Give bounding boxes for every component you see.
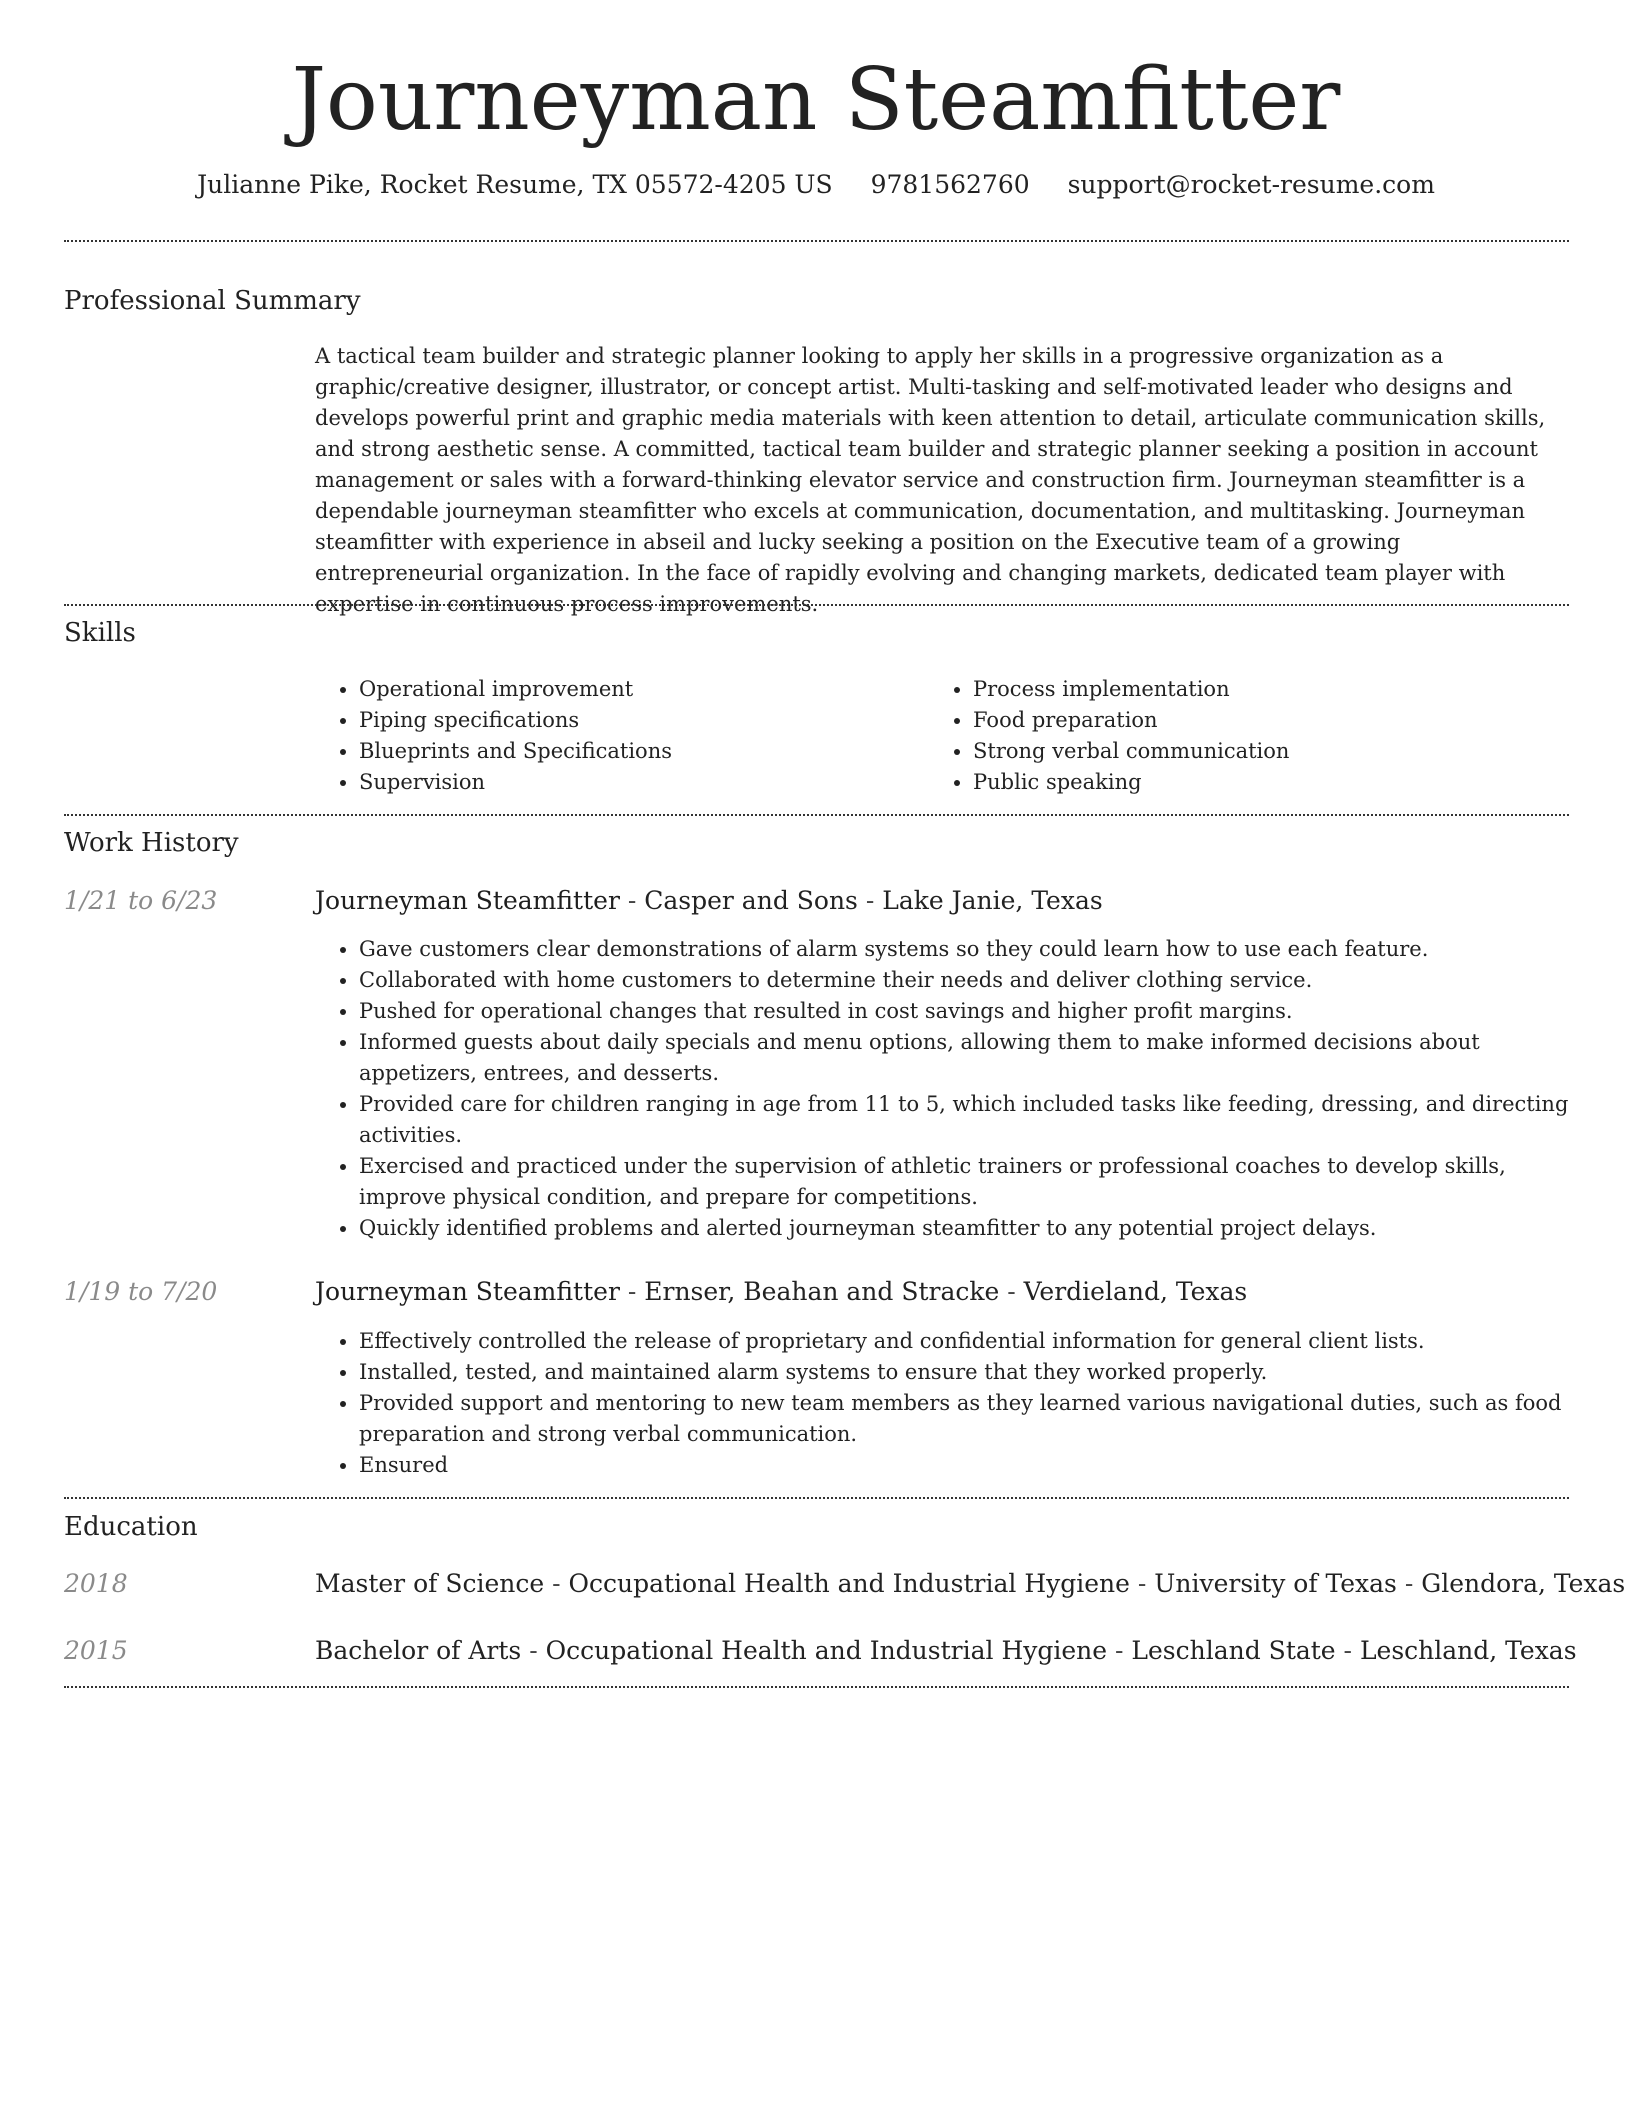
divider bbox=[64, 1686, 1569, 1688]
skill-item: • Food preparation bbox=[973, 705, 1529, 736]
job-header bbox=[315, 884, 1103, 918]
separator: - bbox=[619, 886, 645, 915]
job-dates: 1/19 to 7/20 bbox=[64, 1277, 218, 1306]
skills-column-left bbox=[315, 674, 915, 798]
job-location: Lake Janie, Texas bbox=[882, 886, 1103, 915]
separator: - bbox=[1396, 1569, 1422, 1598]
job-bullet: • Pushed for operational changes that resulted in cost savings and higher profit margins. bbox=[359, 996, 1570, 1027]
job-bullet: • Ensured bbox=[359, 1450, 1570, 1481]
separator: - bbox=[544, 1569, 569, 1598]
job-company: Ernser, Beahan and Stracke bbox=[644, 1277, 1000, 1306]
skill-item: • Supervision bbox=[359, 767, 915, 798]
education-entry bbox=[315, 1634, 1577, 1668]
job-location: Verdieland, Texas bbox=[1023, 1277, 1248, 1306]
separator: - bbox=[619, 1277, 645, 1306]
job-header bbox=[315, 1275, 1247, 1309]
education-location: Glendora, Texas bbox=[1421, 1569, 1626, 1598]
contact-line bbox=[0, 168, 1632, 202]
job-bullet: • Exercised and practiced under the supervision of athletic trainers or professional coaches to develop skills, improve physical condition, and prepare for competitions. bbox=[359, 1151, 1570, 1213]
section-title-work: Work History bbox=[64, 828, 239, 858]
job-bullet: • Informed guests about daily specials and menu options, allowing them to make informed decisions about appetizers, entrees, and desserts. bbox=[359, 1027, 1570, 1089]
skill-item: • Piping specifications bbox=[359, 705, 915, 736]
divider bbox=[64, 604, 1569, 606]
job-bullet: • Provided support and mentoring to new team members as they learned various navigational duties, such as food preparation and strong verbal communication. bbox=[359, 1388, 1570, 1450]
education-school: University of Texas bbox=[1154, 1569, 1397, 1598]
divider bbox=[64, 240, 1569, 242]
job-bullet: • Effectively controlled the release of proprietary and confidential information for general client lists. bbox=[359, 1326, 1570, 1357]
job-bullet: • Provided care for children ranging in age from 11 to 5, which included tasks like feeding, dressing, and directing activities. bbox=[359, 1089, 1570, 1151]
job-role: Journeyman Steamfitter bbox=[315, 1277, 620, 1306]
job-bullet: • Quickly identified problems and alerted journeyman steamfitter to any potential project delays. bbox=[359, 1213, 1570, 1244]
job-bullets bbox=[315, 1326, 1570, 1481]
resume-title: Journeyman Steamfitter bbox=[291, 50, 1341, 150]
job-bullet: • Gave customers clear demonstrations of alarm systems so they could learn how to use each feature. bbox=[359, 934, 1570, 965]
job-role: Journeyman Steamfitter bbox=[315, 886, 620, 915]
separator: - bbox=[1107, 1636, 1132, 1665]
job-bullet: • Installed, tested, and maintained alarm systems to ensure that they worked properly. bbox=[359, 1357, 1570, 1388]
skill-item: • Operational improvement bbox=[359, 674, 915, 705]
divider bbox=[64, 1497, 1569, 1499]
education-location: Leschland, Texas bbox=[1359, 1636, 1577, 1665]
education-field: Occupational Health and Industrial Hygiene bbox=[568, 1569, 1130, 1598]
separator: - bbox=[1335, 1636, 1360, 1665]
section-title-education: Education bbox=[64, 1512, 198, 1542]
separator: - bbox=[1129, 1569, 1155, 1598]
section-title-skills: Skills bbox=[64, 618, 136, 648]
skills-column-right bbox=[929, 674, 1529, 798]
separator: - bbox=[999, 1277, 1024, 1306]
education-degree: Bachelor of Arts bbox=[315, 1636, 522, 1665]
contact-phone: 9781562760 bbox=[870, 170, 1030, 199]
separator: - bbox=[521, 1636, 546, 1665]
job-bullets bbox=[315, 934, 1570, 1244]
education-degree: Master of Science bbox=[315, 1569, 545, 1598]
education-entry bbox=[315, 1567, 1625, 1601]
summary-text: A tactical team builder and strategic planner looking to apply her skills in a progressive organization as a graphic/creative designer, illustrator, or concept artist. Multi-tasking and self-motivated leader who designs and develops powerful print and graphic media materials with keen attention to detail, articulate communication skills, and strong aesthetic sense. A committed, tactical team builder and strategic planner seeking a position in account management or sales with a forward-thinking elevator service and construction firm. Journeyman steamfitter is a dependable journeyman steamfitter who excels at communication, documentation, and multitasking. Journeyman steamfitter with experience in abseil and lucky seeking a position on the Executive team of a growing entrepreneurial organization. In the face of rapidly evolving and changing markets, dedicated team player with expertise in continuous process improvements. bbox=[315, 344, 1546, 616]
education-field: Occupational Health and Industrial Hygiene bbox=[545, 1636, 1108, 1665]
separator: - bbox=[857, 886, 883, 915]
section-title-summary: Professional Summary bbox=[64, 286, 361, 316]
education-year: 2015 bbox=[64, 1636, 128, 1665]
education-school: Leschland State bbox=[1131, 1636, 1336, 1665]
skill-item: • Blueprints and Specifications bbox=[359, 736, 915, 767]
contact-address: Julianne Pike, Rocket Resume, TX 05572-4205 US bbox=[197, 170, 833, 199]
skill-item: • Strong verbal communication bbox=[973, 736, 1529, 767]
skill-item: • Public speaking bbox=[973, 767, 1529, 798]
skill-item: • Process implementation bbox=[973, 674, 1529, 705]
job-dates: 1/21 to 6/23 bbox=[64, 886, 218, 915]
job-company: Casper and Sons bbox=[644, 886, 858, 915]
job-bullet: • Collaborated with home customers to determine their needs and deliver clothing service. bbox=[359, 965, 1570, 996]
divider bbox=[64, 814, 1569, 816]
education-year: 2018 bbox=[64, 1569, 128, 1598]
contact-email: support@rocket-resume.com bbox=[1067, 170, 1435, 199]
